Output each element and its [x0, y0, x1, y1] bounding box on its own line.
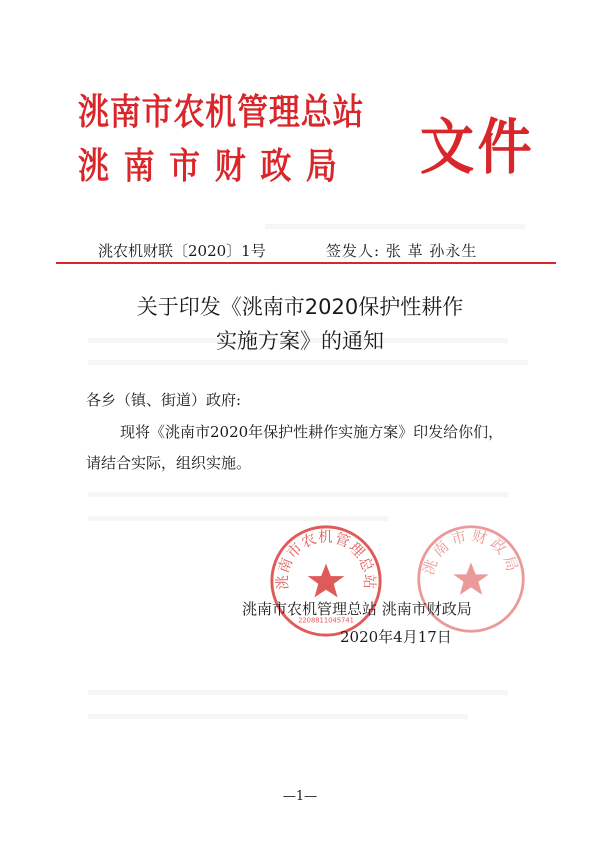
seal2-arc-text: 洮南市财政局	[419, 526, 523, 577]
bleed-through	[88, 714, 468, 719]
seal1-code: 2208811045741	[298, 616, 354, 625]
bleed-through	[88, 690, 508, 695]
document-title	[0, 290, 600, 358]
star-icon	[308, 564, 345, 598]
body-paragraph-line2: 请结合实际，组织实施。	[86, 454, 252, 472]
issuer-header-line1: 洮南市农机管理总站	[78, 92, 365, 133]
signer-line: 签发人: 张 革 孙永生	[326, 242, 478, 260]
issue-date: 2020年4月17日	[340, 628, 452, 646]
title-line2: 实施方案》的通知	[216, 329, 384, 353]
red-header-rule	[56, 262, 556, 264]
issuing-organizations: 洮南市农机管理总站 洮南市财政局	[242, 600, 472, 618]
star-icon	[453, 562, 488, 595]
document-type-label: 文件	[420, 113, 536, 183]
seal1-arc-text: 洮南市农机管理总站	[275, 529, 377, 591]
bleed-through	[88, 360, 528, 365]
bleed-through	[88, 516, 388, 521]
addressee: 各乡（镇、街道）政府:	[86, 391, 242, 409]
official-seal-agri-station	[268, 523, 384, 639]
body-paragraph-line1: 现将《洮南市2020年保护性耕作实施方案》印发给你们，	[120, 423, 504, 441]
title-line1: 关于印发《洮南市2020保护性耕作	[136, 295, 464, 319]
issuer-header-line2: 洮南市财政局	[78, 146, 352, 187]
page-number: —1—	[282, 789, 318, 804]
bleed-through	[88, 492, 508, 497]
document-number: 洮农机财联〔2020〕1号	[98, 242, 266, 260]
bleed-through	[265, 224, 525, 229]
